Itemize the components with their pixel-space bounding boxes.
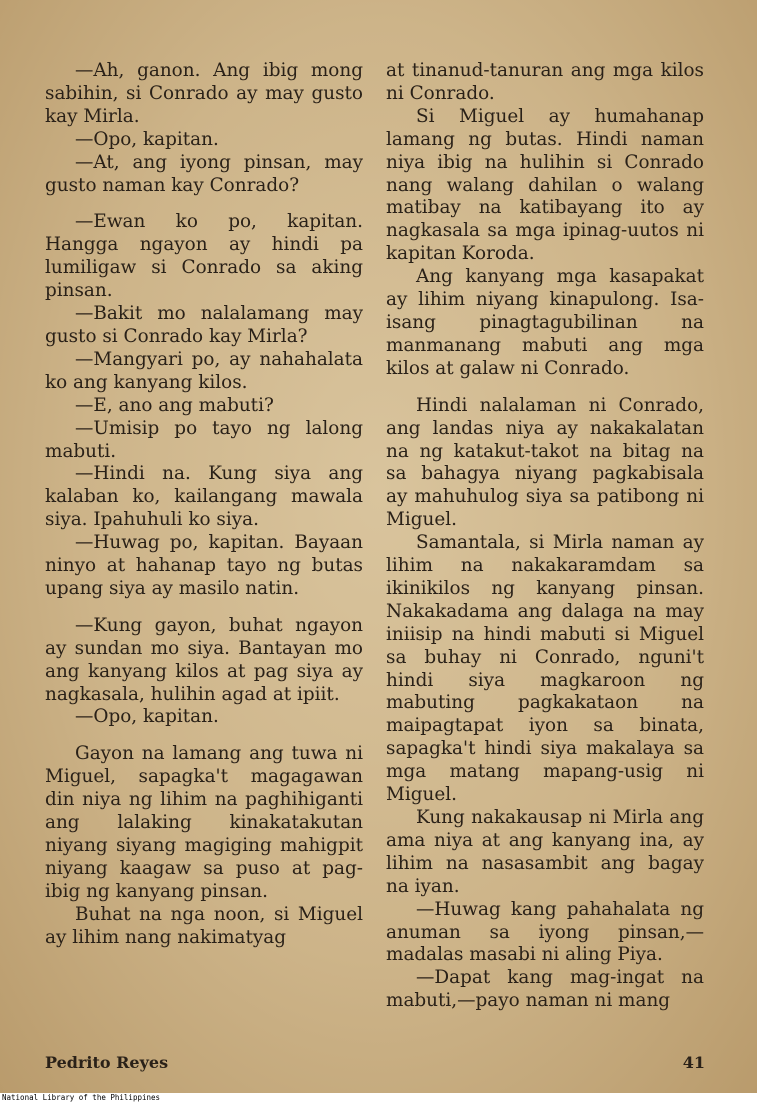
paragraph: at tinanud-tanuran ang mga kilos ni Conrado. <box>386 60 704 104</box>
paragraph: —E, ano ang mabuti? <box>75 394 274 416</box>
paragraph: Buhat na nga noon, si Miguel ay lihim nang nakimatyag <box>45 903 363 948</box>
paragraph: —Bakit mo nalalamang may gusto si Conrado kay Mirla? <box>45 303 363 347</box>
author-name: Pedrito Reyes <box>45 1053 169 1072</box>
paragraph: —Opo, kapitan. <box>75 128 219 150</box>
left-text-column <box>45 60 363 950</box>
paragraph: —At, ang iyong pinsan, may gusto naman kay Conrado? <box>45 151 363 196</box>
paragraph: Si Miguel ay humahanap lamang ng butas. Hindi naman niya ibig na hulihin si Conrado nang walang dahilan o walang matibay na katibayang ito ay nagkasala sa mga ipinag-uutos ni kapitan Koroda. <box>386 105 704 265</box>
paragraph: —Hindi na. Kung siya ang kalaban ko, kailangang mawala siya. Ipahuhuli ko siya. <box>45 463 363 531</box>
paragraph: —Dapat kang mag-ingat na mabuti,—payo naman ni mang <box>386 967 704 1012</box>
page-number: 41 <box>682 1053 705 1072</box>
paragraph: —Huwag kang pahahalata ng anuman sa iyong pinsan,— madalas masabi ni aling Piya. <box>386 898 704 966</box>
paragraph: —Opo, kapitan. <box>75 706 219 728</box>
right-text-column <box>386 60 704 1013</box>
paragraph: —Umisip po tayo ng lalong mabuti. <box>45 417 363 462</box>
paragraph: Gayon na lamang ang tuwa ni Miguel, sapagka't magagawan din niya ng lihim na paghihiganti ang lalaking kinakatakutan niyang siyang magiging mahigpit niyang kaagaw sa puso at pag-ibig ng kanyang pinsan. <box>45 743 363 902</box>
paragraph: Hindi nalalaman ni Conrado, ang landas niya ay nakakalatan na ng katakut-takot na bitag na sa bahagya niyang pagkabisala ay mahuhulog siya sa patibong ni Miguel. <box>386 394 704 531</box>
credit-line: National Library of the Philippines <box>2 1093 161 1102</box>
paragraph: —Kung gayon, buhat ngayon ay sundan mo siya. Bantayan mo ang kanyang kilos at pag siya ay nagkasala, hulihin agad at ipiit. <box>45 614 363 705</box>
paragraph: —Huwag po, kapitan. Bayaan ninyo at hahanap tayo ng butas upang siya ay masilo natin. <box>45 532 363 599</box>
paragraph: Samantala, si Mirla naman ay lihim na nakakaramdam sa ikinikilos ng kanyang pinsan. Nakakadama ang dalaga na may iniisip na hindi mabuti si Miguel sa buhay ni Conrado, nguni't hindi siya magkaroon ng mabuting pagkakataon na maipagtapat iyon sa binata, sapagka't hindi siya makalaya sa mga matang mapang-usig ni Miguel. <box>386 532 704 806</box>
paragraph: Kung nakakausap ni Mirla ang ama niya at ang kanyang ina, ay lihim na nasasambit ang bagay na iyan. <box>386 807 704 897</box>
paragraph: Ang kanyang mga kasapakat ay lihim niyang kinapulong. Isa-isang pinagtagubilinan na manmanang mabuti ang mga kilos at galaw ni Conrado. <box>386 266 704 379</box>
paragraph: —Ah, ganon. Ang ibig mong sabihin, si Conrado ay may gusto kay Mirla. <box>45 60 363 127</box>
paragraph: —Ewan ko po, kapitan. Hangga ngayon ay hindi pa lumiligaw si Conrado sa aking pinsan. <box>45 211 363 302</box>
paragraph: —Mangyari po, ay nahahalata ko ang kanyang kilos. <box>45 348 363 393</box>
